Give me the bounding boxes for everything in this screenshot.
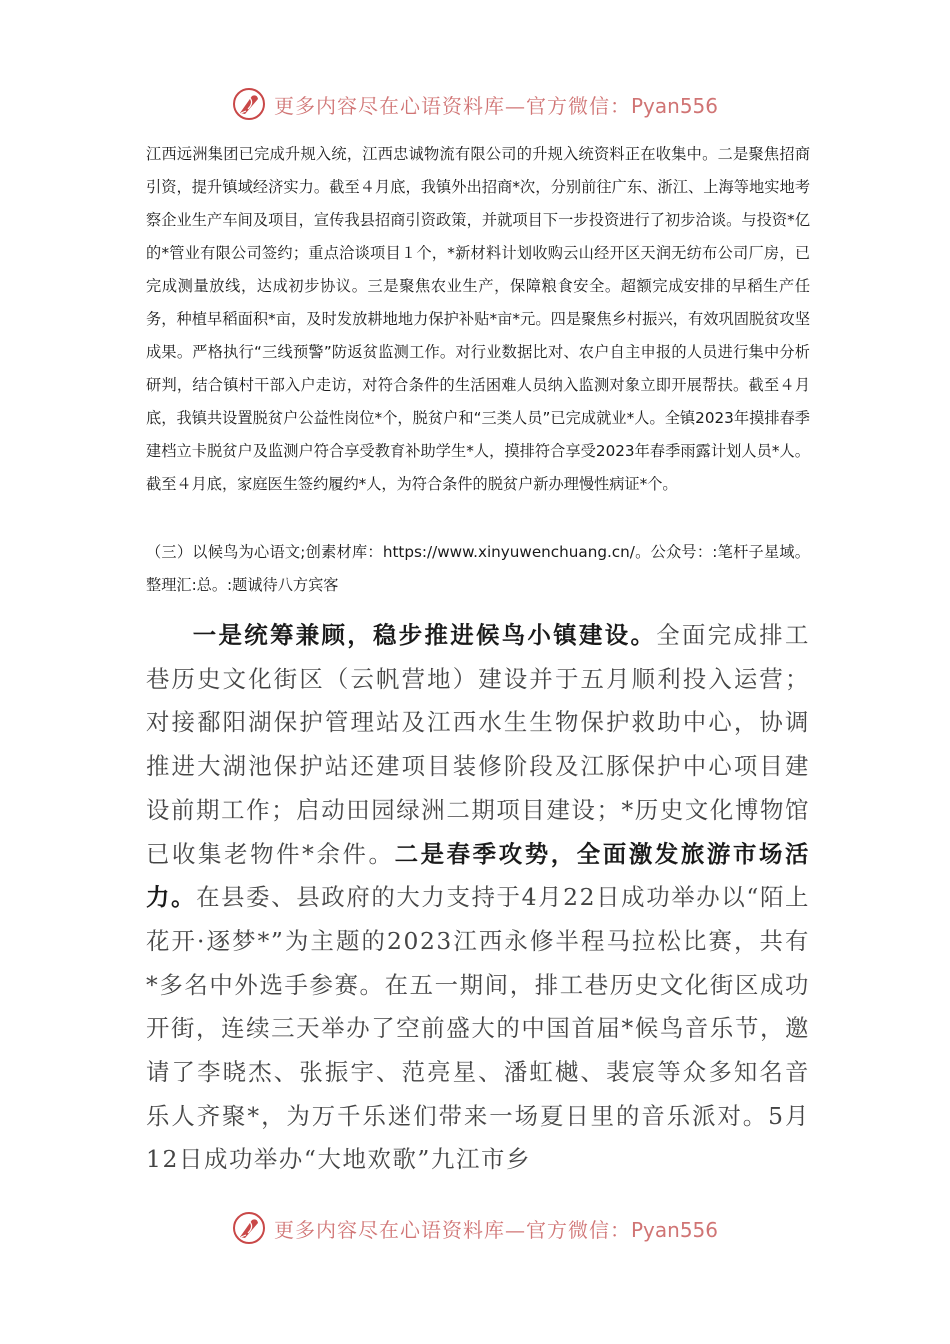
banner-text: [274, 90, 718, 119]
footer-banner: [0, 1208, 950, 1248]
pen-nib-logo-icon: [232, 87, 266, 121]
paragraph-migratory-bird-town: [146, 614, 810, 1182]
banner-wechat-id: Pyan556: [630, 1217, 718, 1242]
body-text-one: 全面完成排工巷历史文化街区（云帆营地）建设并于五月顺利投入运营；对接鄱阳湖保护管理站及江西水生生物保护救助中心，协调推进大湖池保护站还建项目装修阶段及江豚保护中心项目建设前期工作；启动田园绿洲二期项目建设；*历史文化博物馆已收集老物件*余件。: [146, 621, 810, 868]
header-banner: [0, 84, 950, 124]
bold-lead-one: 一是统筹兼顾，稳步推进候鸟小镇建设。: [192, 621, 657, 649]
body-text-two: 在县委、县政府的大力支持于4月22日成功举办以“陌上花开·逐梦*”为主题的2023江西永修半程马拉松比赛，共有*多名中外选手参赛。在五一期间，排工巷历史文化街区成功开街，连续三天举办了空前盛大的中国首届*候鸟音乐节，邀请了李晓杰、张振宇、范亮星、潘虹樾、裴宸等众多知名音乐人齐聚*，为万千乐迷们带来一场夏日里的音乐派对。5月12日成功举办“大地欢歌”九江市乡: [146, 883, 810, 1174]
banner-title: 更多内容尽在心语资料库—官方微信：: [273, 93, 631, 118]
bold-lead-two: 二是春季攻势，全面激发旅游市场活力。: [146, 839, 810, 912]
pen-nib-logo-icon: [232, 1211, 266, 1245]
banner-text: [274, 1214, 718, 1243]
banner-wechat-id: Pyan556: [630, 93, 718, 118]
section-heading-three: （三）以候鸟为心语文;创素材库：https://www.xinyuwenchuang.cn/。公众号：:笔杆子星域。整理汇:总。:题诚待八方宾客: [146, 543, 810, 594]
banner-title: 更多内容尽在心语资料库—官方微信：: [273, 1217, 631, 1242]
paragraph-poverty-alleviation: 江西远洲集团已完成升规入统，江西忠诚物流有限公司的升规入统资料正在收集中。二是聚焦招商引资，提升镇域经济实力。截至４月底，我镇外出招商*次，分别前往广东、浙江、上海等地实地考察企业生产车间及项目，宣传我县招商引资政策，并就项目下一步投资进行了初步洽谈。与投资*亿的*管业有限公司签约；重点洽谈项目１个，*新材料计划收购云山经开区天润无纺布公司厂房，已完成测量放线，达成初步协议。三是聚焦农业生产，保障粮食安全。超额完成安排的早稻生产任务，种植早稻面积*亩，及时发放耕地地力保护补贴*亩*元。四是聚焦乡村振兴，有效巩固脱贫攻坚成果。严格执行“三线预警”防返贫监测工作。对行业数据比对、农户自主申报的人员进行集中分析研判，结合镇村干部入户走访，对符合条件的生活困难人员纳入监测对象立即开展帮扶。截至４月底，我镇共设置脱贫户公益性岗位*个，脱贫户和“三类人员”已完成就业*人。全镇2023年摸排春季建档立卡脱贫户及监测户符合享受教育补助学生*人，摸排符合享受2023年春季雨露计划人员*人。截至４月底，家庭医生签约履约*人，为符合条件的脱贫户新办理慢性病证*个。: [146, 145, 810, 493]
